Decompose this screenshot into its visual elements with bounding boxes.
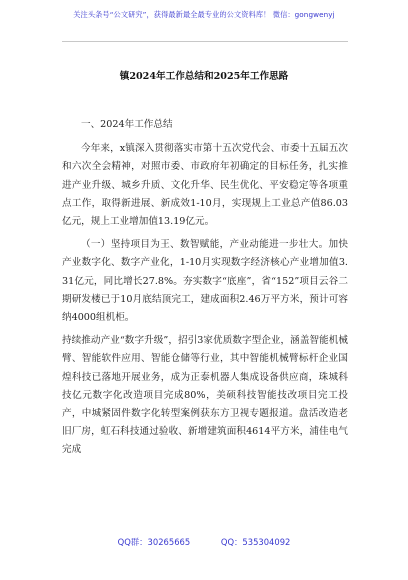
footer-qq-group: QQ群：30265665 bbox=[117, 537, 191, 547]
paragraph-industry: （一）坚持项目为王、数智赋能，产业动能进一步壮大。加快产业数字化、数字产业化，1-10月实现数字经济核心产业增加值3.31亿元，同比增长27.8%。夯实数字“底座”，省“152”项目云谷二期研发楼已于10月底结顶完工，建成面积2.46万平方米，预计可容纳4000组机柜。 bbox=[62, 239, 348, 324]
header-divider bbox=[62, 41, 348, 42]
section-heading: 一、2024年工作总结 bbox=[81, 119, 173, 130]
document-body bbox=[62, 116, 348, 465]
footer-contact bbox=[0, 536, 408, 548]
footer-qq: QQ：535304092 bbox=[220, 537, 291, 547]
paragraph-overview: 今年来，x镇深入贯彻落实市第十五次党代会、市委十五届五次和六次全会精神，对照市委、市政府年初确定的目标任务，扎实推进产业升级、城乡升质、文化升华、民生优化、平安稳定等各项重点工作，取得新进展、新成效1-10月，实现规上工业总产值86.03亿元，规上工业增加值13.19亿元。 bbox=[62, 143, 348, 228]
document-title: 镇2024年工作总结和2025年工作思路 bbox=[119, 71, 289, 82]
paragraph-digital-upgrade: 持续推动产业“数字升级”，招引3家优质数字型企业，涵盖智能机械臂、智能软件应用、智能仓储等行业，其中智能机械臂标杆企业国煌科技已落地开展业务，成为正泰机器人集成设备供应商，珠城科技亿元数字化改造项目完成80%，美硕科技智能技改项目完工投产，中城紧固件数字化转型案例获东方卫视专题报道。盘活改造老旧厂房，虹石科技通过验收、新增建筑面积4614平方米，浦佳电气完成 bbox=[62, 335, 348, 456]
header-promo-note: 关注头条号“公文研究”，获得最新最全最专业的公文资料库！ 微信：gongwenyj bbox=[73, 10, 335, 19]
